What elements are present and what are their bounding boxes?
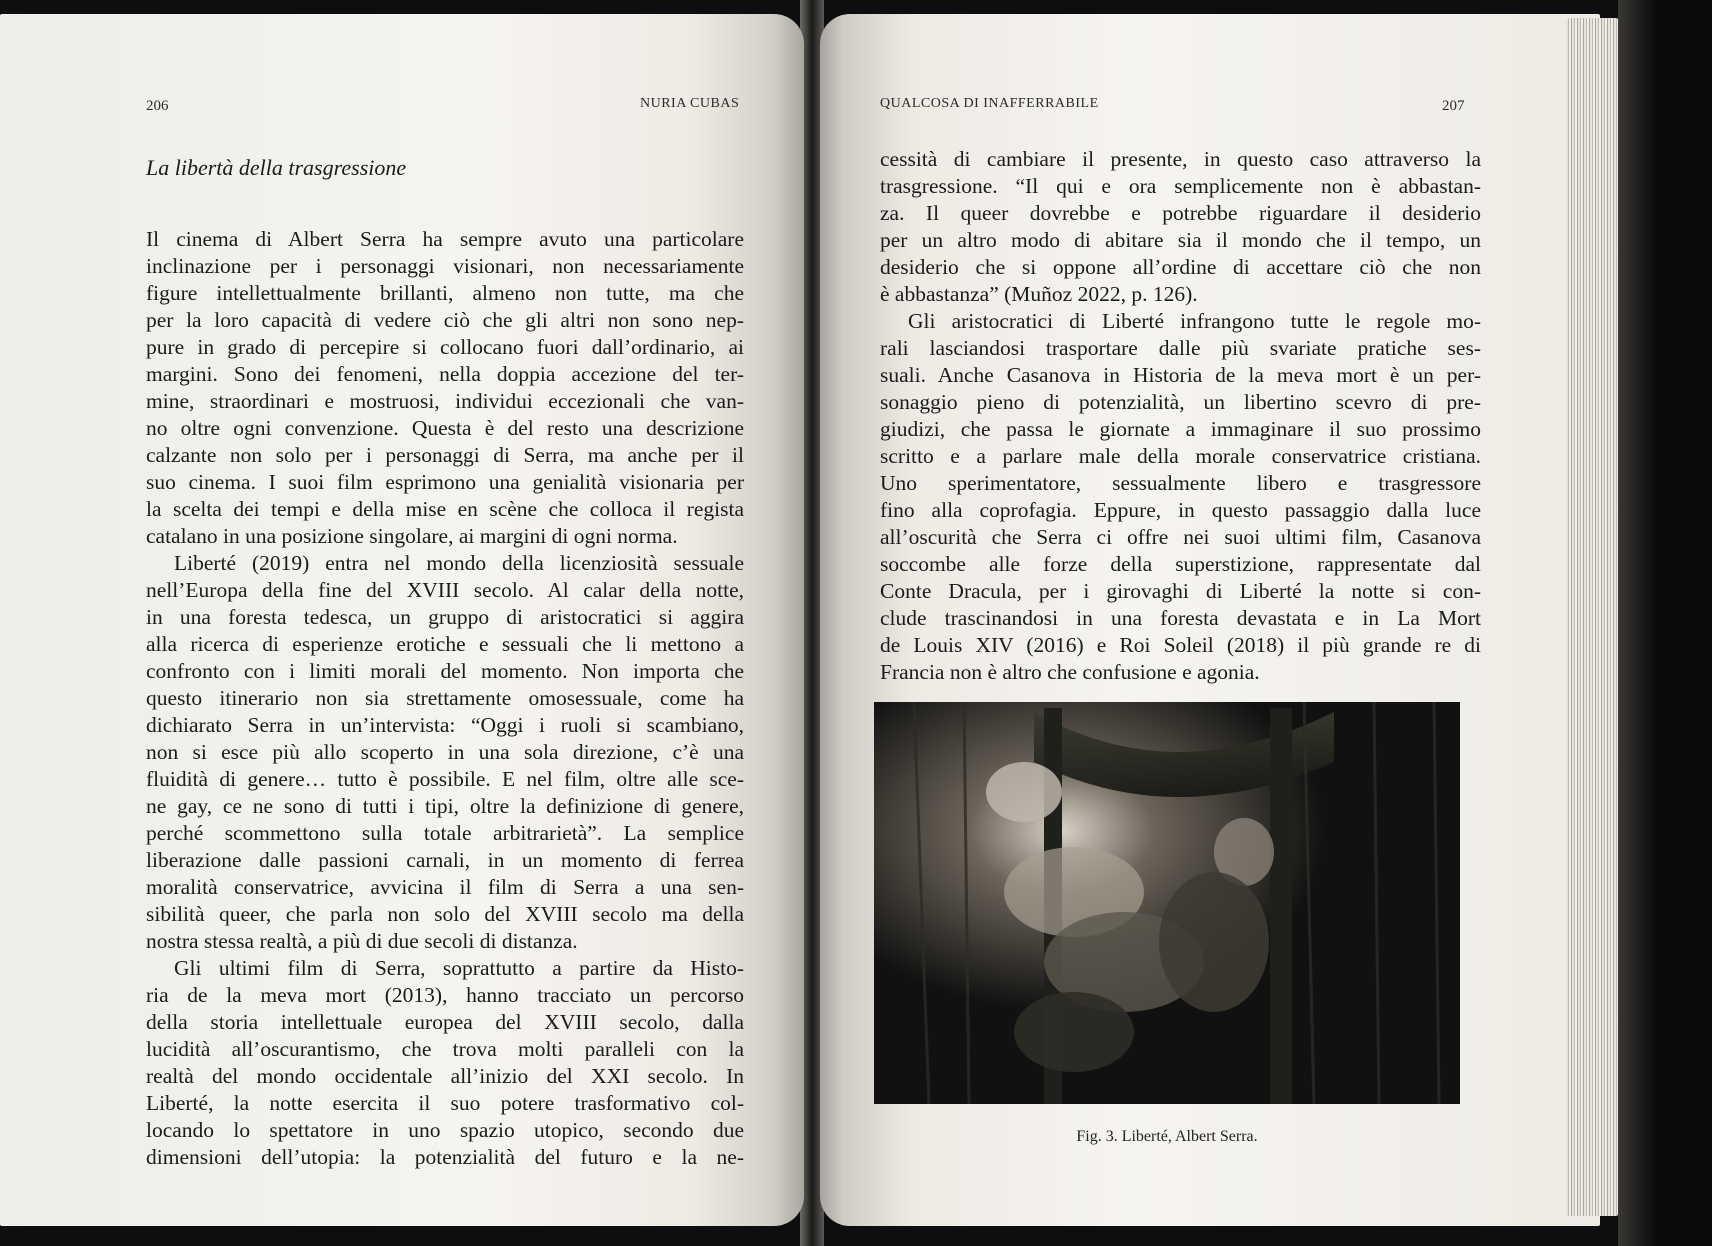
page-number-right: 207: [1442, 98, 1465, 114]
text-line: confronto con i limiti morali del momento. Non importa che: [146, 659, 744, 683]
left-page: [0, 14, 804, 1226]
text-line: fluidità di genere… tutto è possibile. E nel film, oltre alle sce-: [146, 767, 744, 791]
text-line: trasgressione. “Il qui e ora semplicemente non è abbastan-: [880, 174, 1481, 198]
text-line: sonaggio pieno di potenzialità, un libertino scevro di pre-: [880, 390, 1481, 414]
text-line: lucidità all’oscurantismo, che trova molti paralleli con la: [146, 1037, 744, 1061]
text-line: locando lo spettatore in uno spazio utopico, secondo due: [146, 1118, 744, 1142]
text-line: Liberté, la notte esercita il suo potere trasformativo col-: [146, 1091, 744, 1115]
text-line: dichiarato Serra in un’intervista: “Oggi i ruoli si scambiano,: [146, 713, 744, 737]
film-still-image: [874, 702, 1460, 1104]
text-line: per la loro capacità di vedere ciò che gli altri non sono nep-: [146, 308, 744, 332]
text-line: cessità di cambiare il presente, in questo caso attraverso la: [880, 147, 1481, 171]
text-line: alla ricerca di esperienze erotiche e sessuali che li mettono a: [146, 632, 744, 656]
running-head-left: NURIA CUBAS: [640, 96, 740, 111]
text-line: per un altro modo di abitare sia il mondo che il tempo, un: [880, 228, 1481, 252]
text-line: margini. Sono dei fenomeni, nella doppia accezione del ter-: [146, 362, 744, 386]
figure-caption: Fig. 3. Liberté, Albert Serra.: [1076, 1128, 1258, 1145]
text-line: Liberté (2019) entra nel mondo della licenziosità sessuale: [174, 551, 744, 575]
text-line: Uno sperimentatore, sessualmente libero e trasgressore: [880, 471, 1481, 495]
text-line: suo cinema. I suoi film esprimono una genialità visionaria per: [146, 470, 744, 494]
text-line: Gli ultimi film di Serra, soprattutto a partire da Histo-: [174, 956, 744, 980]
text-line: no oltre ogni convenzione. Questa è del resto una descrizione: [146, 416, 744, 440]
running-head-right: QUALCOSA DI INAFFERRABILE: [880, 96, 1099, 111]
text-line: sibilità queer, che parla non solo del XVIII secolo ma della: [146, 902, 744, 926]
text-line: za. Il queer dovrebbe e potrebbe riguardare il desiderio: [880, 201, 1481, 225]
text-line: pure in grado di percepire si collocano fuori dall’ordinario, ai: [146, 335, 744, 359]
text-line: desiderio che si oppone all’ordine di accettare ciò che non: [880, 255, 1481, 279]
text-line: de Louis XIV (2016) e Roi Soleil (2018) il più grande re di: [880, 633, 1481, 657]
text-line: nostra stessa realtà, a più di due secoli di distanza.: [146, 929, 578, 953]
text-line: Conte Dracula, per i girovaghi di Liberté la notte si con-: [880, 579, 1481, 603]
text-line: scritto e a parlare male della morale conservatrice cristiana.: [880, 444, 1481, 468]
left-page-text: [146, 226, 744, 1171]
text-line: la scelta dei tempi e della mise en scène che colloca il regista: [146, 497, 744, 521]
text-line: Il cinema di Albert Serra ha sempre avuto una particolare: [146, 227, 744, 251]
text-line: nell’Europa della fine del XVIII secolo. Al calar della notte,: [146, 578, 744, 602]
text-line: perché scommettono sulla totale arbitrarietà”. La semplice: [146, 821, 744, 845]
text-line: calzante non solo per i personaggi di Serra, ma anche per il: [146, 443, 744, 467]
page-edges-shadow: [1618, 0, 1712, 1246]
page-edges: [1566, 18, 1618, 1216]
text-line: suali. Anche Casanova in Historia de la meva mort è un per-: [880, 363, 1481, 387]
right-page-text: [880, 146, 1481, 686]
right-page: [820, 14, 1600, 1226]
page-number-left: 206: [146, 98, 169, 114]
text-line: giudizi, che passa le giornate a immaginare il suo prossimo: [880, 417, 1481, 441]
film-still-figure: [874, 702, 1460, 1104]
text-line: mine, straordinari e mostruosi, individui eccezionali che van-: [146, 389, 744, 413]
text-line: Gli aristocratici di Liberté infrangono tutte le regole mo-: [908, 309, 1481, 333]
text-line: in una foresta tedesca, un gruppo di aristocratici si aggira: [146, 605, 744, 629]
text-line: liberazione dalle passioni carnali, in un momento di ferrea: [146, 848, 744, 872]
text-line: clude trascinandosi in una foresta devastata e in La Mort: [880, 606, 1481, 630]
text-line: Francia non è altro che confusione e agonia.: [880, 660, 1260, 684]
text-line: ne gay, ce ne sono di tutti i tipi, oltre la definizione di genere,: [146, 794, 744, 818]
right-page-body: [880, 146, 1481, 686]
text-line: dimensioni dell’utopia: la potenzialità del futuro e la ne-: [146, 1145, 744, 1169]
left-page-body: [146, 154, 744, 1171]
text-line: non si esce più allo scoperto in una sola direzione, c’è una: [146, 740, 744, 764]
text-line: inclinazione per i personaggi visionari, non necessariamente: [146, 254, 744, 278]
text-line: catalano in una posizione singolare, ai margini di ogni norma.: [146, 524, 678, 548]
section-title: La libertà della trasgressione: [146, 155, 407, 180]
text-line: ria de la meva mort (2013), hanno tracciato un percorso: [146, 983, 744, 1007]
text-line: soccombe alle forze della superstizione, rappresentate dal: [880, 552, 1481, 576]
text-line: è abbastanza” (Muñoz 2022, p. 126).: [880, 282, 1198, 306]
text-line: rali lasciandosi trasportare dalle più svariate pratiche ses-: [880, 336, 1481, 360]
text-line: moralità conservatrice, avvicina il film di Serra a una sen-: [146, 875, 744, 899]
text-line: figure intellettualmente brillanti, almeno non tutte, ma che: [146, 281, 744, 305]
text-line: all’oscurità che Serra ci offre nei suoi ultimi film, Casanova: [880, 525, 1481, 549]
text-line: fino alla coprofagia. Eppure, in questo passaggio dalla luce: [880, 498, 1481, 522]
text-line: della storia intellettuale europea del XVIII secolo, dalla: [146, 1010, 744, 1034]
text-line: questo itinerario non sia strettamente omosessuale, come ha: [146, 686, 744, 710]
text-line: realtà del mondo occidentale all’inizio del XXI secolo. In: [146, 1064, 744, 1088]
